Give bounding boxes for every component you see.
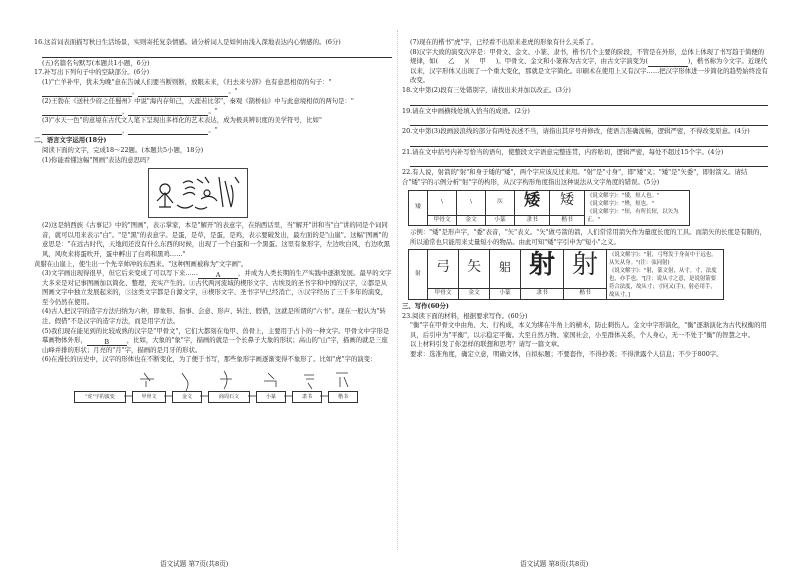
col-label: 隶书 bbox=[515, 215, 550, 226]
question-19: 19.请在文中画横线处填入恰当的成语。(2分) bbox=[402, 106, 530, 115]
p3-text: (3)文字画出现得很早，但它后来变成了可以写下来…… bbox=[42, 269, 199, 278]
left-page bbox=[34, 38, 392, 421]
blank[interactable] bbox=[42, 127, 122, 135]
col-label: 楷书 bbox=[550, 215, 585, 226]
paragraph-5 bbox=[34, 327, 392, 356]
question-17: 17.补写出下列句子中的空缺部分。(6分) bbox=[34, 68, 150, 77]
tiger-glyph-sketches bbox=[74, 369, 374, 421]
flow-step: 隶书 bbox=[292, 391, 322, 403]
blank[interactable] bbox=[128, 108, 208, 116]
col-label: 甲骨文 bbox=[428, 215, 457, 226]
flow-step: 小篆 bbox=[256, 391, 286, 403]
paragraph-1: (1)你能看懂这幅"图画"表达的意思吗？ bbox=[42, 155, 153, 164]
col-label: 甲骨文 bbox=[428, 289, 459, 300]
right-footer: 语文试题 第8页(共8页) bbox=[520, 560, 589, 568]
left-footer: 语文试题 第7页(共8页) bbox=[160, 560, 229, 568]
glyph-seal: 𥎦 bbox=[486, 190, 515, 215]
right-page bbox=[402, 38, 768, 359]
shuowen-note: 《说文解字》："矮，短人也。" 《说文解字》："矬，短也。" 《说文解字》："短，有所长短，以矢为正。" bbox=[585, 190, 690, 226]
paragraph-3 bbox=[34, 269, 392, 307]
q17-2-text: (2)王勃在《送杜少府之任蜀州》中说"海内存知己，天涯若比邻"，秦观《鹊桥仙》中与此意境相似的两句是：" bbox=[42, 96, 354, 105]
example-text: 示例："矮"是形声字，"委"表音，"矢"表义。"矢"做弓箭的箭，人们常常用箭矢作为量度长度的工具。而箭矢的长度是有限的，所以通常也只能用来丈量短小的物品。由此可知"矮"字引申为"短小"之义。 bbox=[410, 228, 766, 246]
blank[interactable] bbox=[138, 89, 228, 97]
q17-1-end: 。" bbox=[228, 87, 238, 96]
q17-3-text: (3)"水天一色"的意境在古代文人笔下呈现出多样化的艺术表达，成为极具辨识度的美学符号，比如" bbox=[42, 116, 322, 125]
paragraph-4: (4)古人把汉字的造字方法归纳为六种，即象形、指事、会意、形声、转注、假借，这就是所谓的"六书"。现在一般认为"转注、假借"不是汉字的造字方法，而是用字方法。 bbox=[42, 307, 386, 326]
shuowen-note: 《说文解字》："射，弓弩发于身而中于远也。从矢从身。"(注：弦同射) 《说文解字》："射，篆文射，从寸。寸，法度也，亦手也。"[注：说从寸之意，是说射箭要符合法度，故从寸；寸同又(手)，射必用手，故从寸。] bbox=[607, 250, 724, 300]
blank[interactable] bbox=[42, 89, 132, 97]
q17-1-sep: ， bbox=[132, 87, 139, 96]
glyph-bronze: \ bbox=[457, 190, 486, 215]
p5-rest: ，比如，大象的"象"字，描画的就是一个长鼻子大象的形状；高山的"山"字，描画的就是三座山峰并排的形状；月亮的"月"字，描画的是月牙的形状。 bbox=[42, 336, 388, 354]
col-label: 金文 bbox=[459, 289, 490, 300]
answer-line[interactable] bbox=[410, 117, 768, 126]
paragraph-2: (2)这是纳西族《古事记》中的"图画"，表示掌家，本是"解开"的表意字，在纳西话里，当"解开"讲和当"白"讲的同是个词同音，就可以用来表示"白"。"是"黑"的表意字。是蛋，是草，是蛋，是鸡，表示要破发出，最左面的是"山崖"。这幅"图画"的意思是："在远古时代，天地间还没有什么东西的时候，出现了一个白蛋和一个黑蛋。这里有象形字，左边吹白风，右边吹黑风，风吹来将蛋吹开，蛋中孵出了白鸡和黑鸡……" bbox=[42, 221, 391, 258]
glyph-oracle: \ bbox=[428, 190, 457, 215]
question-16: 16.这首词表面描写秋日生活场景，实则寄托复杂情感。请分析词人是如何由浅入深地表达内心情感的。(6分) bbox=[34, 38, 341, 46]
reading-intro: 阅读下面的文字，完成18～22题。(本题共5小题，18分) bbox=[42, 145, 204, 154]
paragraph-7: (7)现在的楷书"虎"字，已经看不出原来老虎的形象有什么关系了。 bbox=[410, 38, 598, 46]
q17-1-text: (1)"亡羊补牢，犹未为晚"意在告诫人们要当断则断，放眼未来，《归去来兮辞》也有意思相似的句子：" bbox=[42, 77, 332, 86]
tiger-evolution-diagram bbox=[74, 369, 392, 421]
page-divider bbox=[397, 30, 398, 550]
p8-mid: )。甲骨文、金文和小篆称为古文字，由古文字演变为( bbox=[495, 57, 648, 66]
glyph-clerical: 射 bbox=[521, 250, 564, 289]
answer-line[interactable] bbox=[42, 49, 392, 58]
col-label: 小篆 bbox=[486, 215, 515, 226]
naxi-picture-figure bbox=[148, 168, 248, 218]
ai-char-table bbox=[408, 190, 690, 227]
answer-line[interactable] bbox=[410, 97, 768, 106]
paragraph-8: (8)汉字大致的演变次序是：甲骨文、金文、小篆、隶书，楷书几个主要的阶段，不管是在外形，总体上体现了书写趋于简便的规律，如( 乙 )( 甲 )。甲骨文、金文和小篆称为古文字，由古文字演变为( )，楷书称为今文字。近现代以来，汉字形体又出现了一个重大变化，那就是文字简化。印刷术在使用上又有汉字……把汉字形体进一步简化的趋势始终没有改变。 bbox=[410, 47, 768, 85]
flow-step: "虎"字的演变 bbox=[74, 391, 126, 403]
question-20: 20.文中第(3)段画波浪线的部分有两处表述不当，请指出其序号并修改，使语言准确流畅，逻辑严密，不得改变原意。(4分) bbox=[402, 127, 750, 136]
question-18: 18.文中第(2)段有三处错别字，请找出来并加以改正。(3分) bbox=[402, 85, 571, 94]
blank-b[interactable]: B bbox=[87, 338, 127, 346]
col-label: 隶书 bbox=[521, 289, 564, 300]
p8-text: (8)汉字大致的演变次序是：甲骨文、金文、小篆、隶书，楷书几个主要的阶段，不管是在外形，总体上体现了书写趋于简便的规律，如( bbox=[410, 47, 765, 66]
blank[interactable] bbox=[42, 108, 122, 116]
glyph-regular: 矮 bbox=[550, 190, 585, 215]
glyph-clerical: 矮 bbox=[515, 190, 550, 215]
glyph-seal: 躳 bbox=[490, 250, 521, 289]
writing-requirements: 要求：选准角度，确定立意，明确文体，自拟标题；不要套作，不得抄袭；不得泄露个人信息；不少于800字。 bbox=[410, 349, 723, 358]
flow-step: 楷书 bbox=[328, 391, 358, 403]
question-21: 21.请在文中括号内补写恰当的语句，使整段文字语意完整连贯，内容贴切，逻辑严密，每处不超过15个字。(4分) bbox=[402, 147, 724, 156]
p3-rest: ，并成为人类长期的生产实践中逐渐发展。最早的文字大多来是对记事图画加以简化、整理，充实产生的。①古代两河流域的楔形文字、古埃及的圣书字和中国的汉字，②都是从图画文字中独立发展起来的，③这类文字都是自源文字，④楔形文字、圣书字早已经消亡，⑤汉字经历了三千多年的演变，至今仍然在使用。 bbox=[42, 269, 392, 306]
flow-step: 金文 bbox=[172, 391, 202, 403]
paren-answer-jia: 甲 bbox=[479, 57, 486, 66]
section-2-title: 二、语言文字运用(18分) bbox=[34, 136, 107, 145]
p5-text: (5)我们现在能见到的比较成熟的汉字是"甲骨文"，它们大都刻在龟甲、兽骨上，主要用于占卜的一种文字。甲骨文中字形是摹画物体外形， bbox=[42, 326, 390, 345]
col-label: 金文 bbox=[457, 215, 486, 226]
pictograph-illustration bbox=[149, 169, 247, 217]
question-22: 22.有人说，射箭的"射"和身子矮的"矮"，两个字应该反过来用。"射"是"寸身"，即"矮"义；"矮"是"矢委"，即射箭义。请结合"矮"字的示例分析"射"字的构形，从汉字构形角度指出这种说法从文字角度的错误。(5分) bbox=[402, 168, 748, 186]
blank-a[interactable]: A bbox=[198, 271, 238, 279]
question-23: 23.阅读下面的材料，根据要求写作。(60分) bbox=[402, 311, 528, 320]
answer-line[interactable] bbox=[410, 158, 768, 167]
answer-line[interactable] bbox=[410, 138, 768, 147]
writing-material: "衡"字在甲骨文中由角、大、行构成，本义为绑在牛角上的横木，防止刺伤人。金文中字形演化，"衡"逐渐演化为古代权衡的用具，后引申为"平衡"，以示稳定平衡。大至自然万物、家国社会，小至群体关系，个人身心，无一不处于"衡"的智慧之中。 bbox=[410, 321, 767, 339]
table-char-label: 矮 bbox=[409, 190, 428, 226]
she-char-table bbox=[408, 249, 724, 300]
glyph-bronze: ⽮ bbox=[459, 250, 490, 289]
flow-step: 商周石文 bbox=[208, 391, 250, 403]
section-3-title: 三、写作(60分) bbox=[402, 301, 449, 310]
blank[interactable] bbox=[128, 127, 208, 135]
glyph-oracle: ⼸ bbox=[428, 250, 459, 289]
paren-answer-yi: 乙 bbox=[448, 57, 455, 66]
paragraph-6: (6)在漫长的历史中，汉字的形体也在不断变化，为了便于书写，那些象形字画逐渐变得不象形了。比如"虎"字的演变： bbox=[42, 355, 377, 364]
question-17-1 bbox=[34, 78, 392, 97]
glyph-regular: 射 bbox=[564, 250, 607, 289]
col-label: 小篆 bbox=[490, 289, 521, 300]
blank[interactable] bbox=[648, 59, 688, 67]
p8-rest: ，楷书称为今文字。近现代以来，汉字形体又出现了一个重大变化，那就是文字简化。印刷术在使用上又有汉字……把汉字形体进一步简化的趋势始终没有改变。 bbox=[410, 57, 768, 85]
col-label: 楷书 bbox=[564, 289, 607, 300]
writing-prompt: 以上材料引发了你怎样的联想和思考？请写一篇文章。 bbox=[410, 340, 564, 349]
table-char-label: 射 bbox=[409, 250, 428, 300]
question-17-2: (2)王勃在《送杜少府之任蜀州》中说"海内存知己，天涯若比邻"，秦观《鹊桥仙》中与此意境相似的两句是："， 。" bbox=[42, 96, 354, 115]
flow-step: 甲骨文 bbox=[132, 391, 166, 403]
section-5-title: (五)名篇名句默写(本题共1小题，6分) bbox=[42, 58, 150, 67]
paragraph-2b: 黄腊在山崖上，使生出一个先辛帅冲的东西来。"这种图画被称为"文字画"。 bbox=[34, 259, 248, 268]
question-17-3: (3)"水天一色"的意境在古代文人笔下呈现出多样化的艺术表达，成为极具辨识度的美学符号，比如"， 。" bbox=[42, 116, 322, 134]
